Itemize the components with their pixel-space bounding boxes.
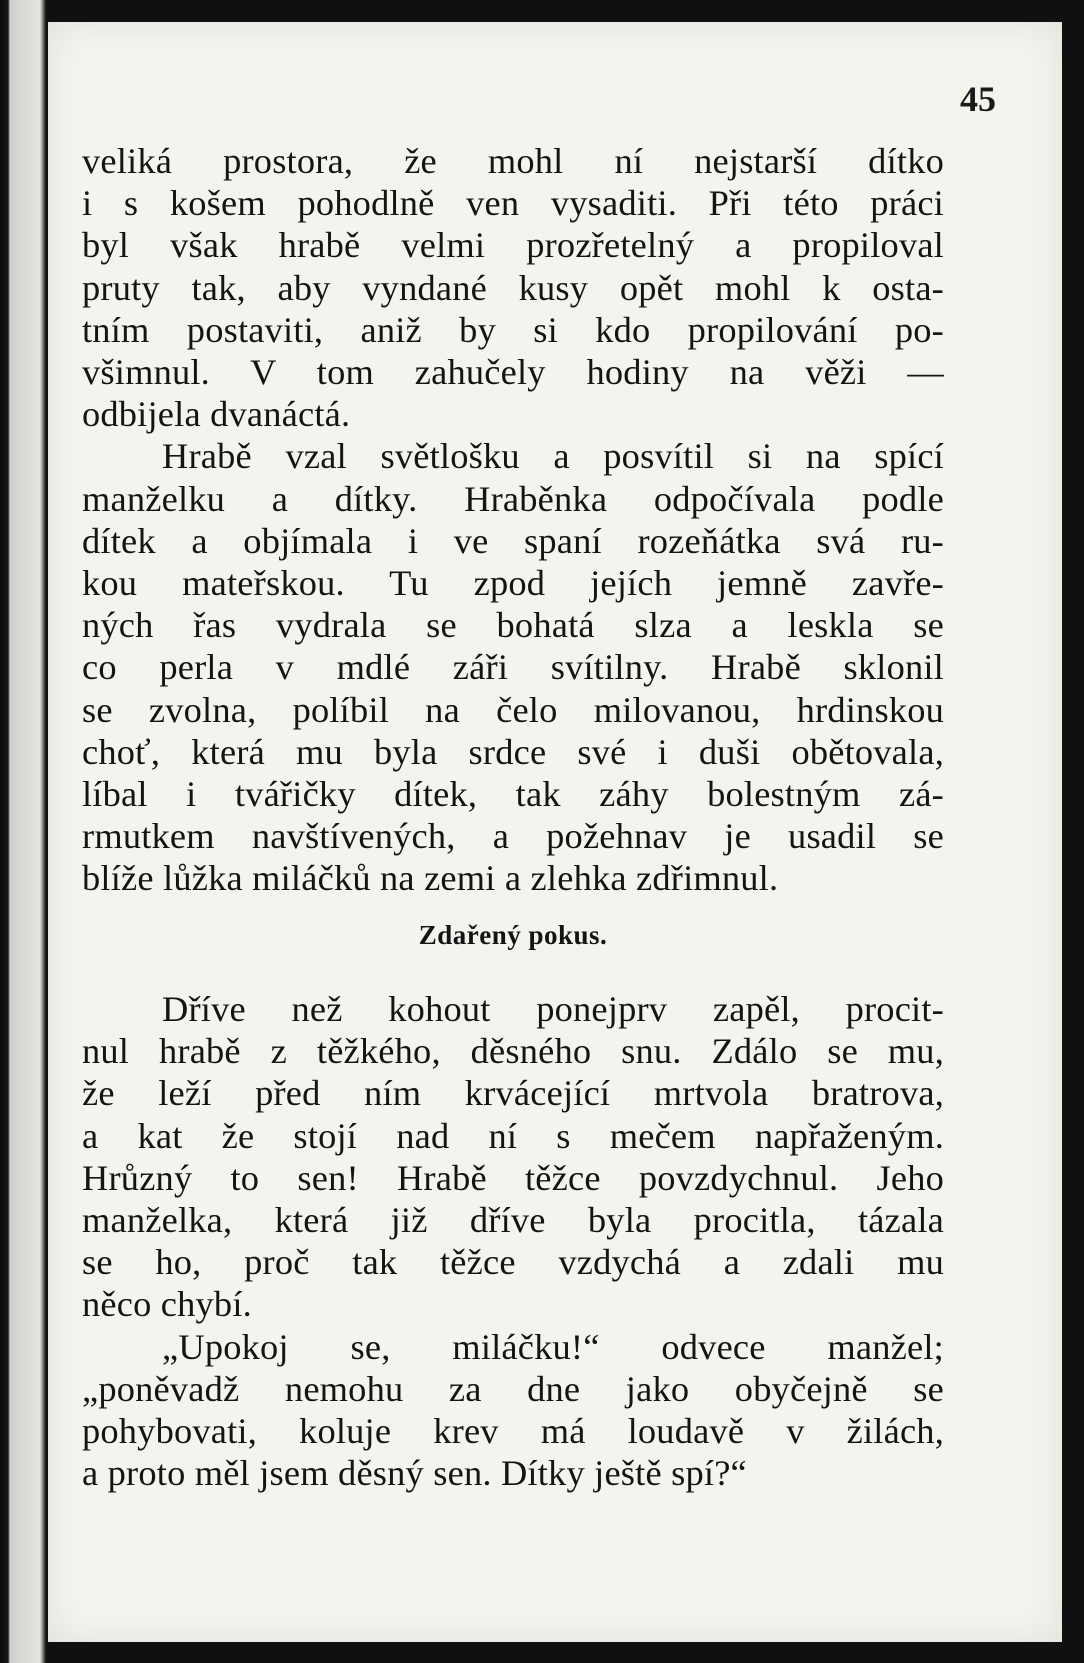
text-line: i s košem pohodlně ven vysaditi. Při této práci bbox=[82, 183, 944, 224]
text-line: že leží před ním krvácející mrtvola bratrova, bbox=[82, 1073, 944, 1114]
text-line: něco chybí. bbox=[82, 1284, 252, 1325]
text-line: manželku a dítky. Hraběnka odpočívala podle bbox=[82, 478, 944, 519]
section-heading: Zdařený pokus. bbox=[418, 920, 608, 950]
text-line: a proto měl jsem děsný sen. Dítky ještě spí?“ bbox=[82, 1453, 747, 1494]
text-line: tním postaviti, aniž by si kdo propilování po- bbox=[82, 309, 944, 350]
text-line: choť, která mu byla srdce své i duši obětovala, bbox=[82, 731, 944, 772]
text-line: líbal i tvářičky dítek, tak záhy bolestným zá- bbox=[82, 774, 944, 815]
text-line: „Upokoj se, miláčku!“ odvece manžel; bbox=[162, 1326, 944, 1367]
text-line: Dříve než kohout ponejprv zapěl, procit- bbox=[162, 989, 944, 1029]
text-line: odbijela dvanáctá. bbox=[82, 394, 351, 435]
paragraph bbox=[82, 140, 944, 435]
text-line: manželka, která již dříve byla procitla, tázala bbox=[82, 1200, 944, 1241]
text-line: blíže lůžka miláčků na zemi a zlehka zdřimnul. bbox=[82, 858, 779, 899]
paragraph bbox=[82, 435, 944, 899]
text-line: veliká prostora, že mohl ní nejstarší dítko bbox=[82, 141, 944, 181]
paragraph bbox=[82, 1326, 944, 1495]
text-line: se ho, proč tak těžce vzdychá a zdali mu bbox=[82, 1242, 944, 1283]
text-line: Hrůzný to sen! Hrabě těžce povzdychnul. Jeho bbox=[82, 1157, 944, 1198]
text-line: „poněvadž nemohu za dne jako obyčejně se bbox=[82, 1368, 944, 1409]
previous-page-edge bbox=[0, 0, 46, 1663]
text-line: se zvolna, políbil na čelo milovanou, hrdinskou bbox=[82, 689, 944, 730]
text-line: všimnul. V tom zahučely hodiny na věži — bbox=[82, 352, 944, 393]
page-number: 45 bbox=[960, 79, 996, 119]
text-line: byl však hrabě velmi prozřetelný a propiloval bbox=[82, 225, 944, 266]
text-line: co perla v mdlé záři svítilny. Hrabě sklonil bbox=[82, 647, 944, 688]
text-line: ných řas vydrala se bohatá slza a leskla se bbox=[82, 605, 944, 646]
text-block-top bbox=[82, 140, 944, 900]
text-line: a kat že stojí nad ní s mečem napřaženým. bbox=[82, 1115, 944, 1156]
paragraph bbox=[82, 988, 944, 1326]
text-line: dítek a objímala i ve spaní rozeňátka svá ru- bbox=[82, 520, 944, 561]
text-line: Hrabě vzal světlošku a posvítil si na spící bbox=[162, 436, 944, 477]
text-line: kou mateřskou. Tu zpod jejích jemně zavře- bbox=[82, 563, 944, 604]
text-line: nul hrabě z těžkého, děsného snu. Zdálo se mu, bbox=[82, 1031, 944, 1072]
text-line: pohybovati, koluje krev má loudavě v žilách, bbox=[82, 1411, 944, 1452]
text-block-bottom bbox=[82, 988, 944, 1494]
text-line: rmutkem navštívených, a požehnav je usadil se bbox=[82, 816, 944, 857]
text-line: pruty tak, aby vyndané kusy opět mohl k osta- bbox=[82, 267, 944, 308]
